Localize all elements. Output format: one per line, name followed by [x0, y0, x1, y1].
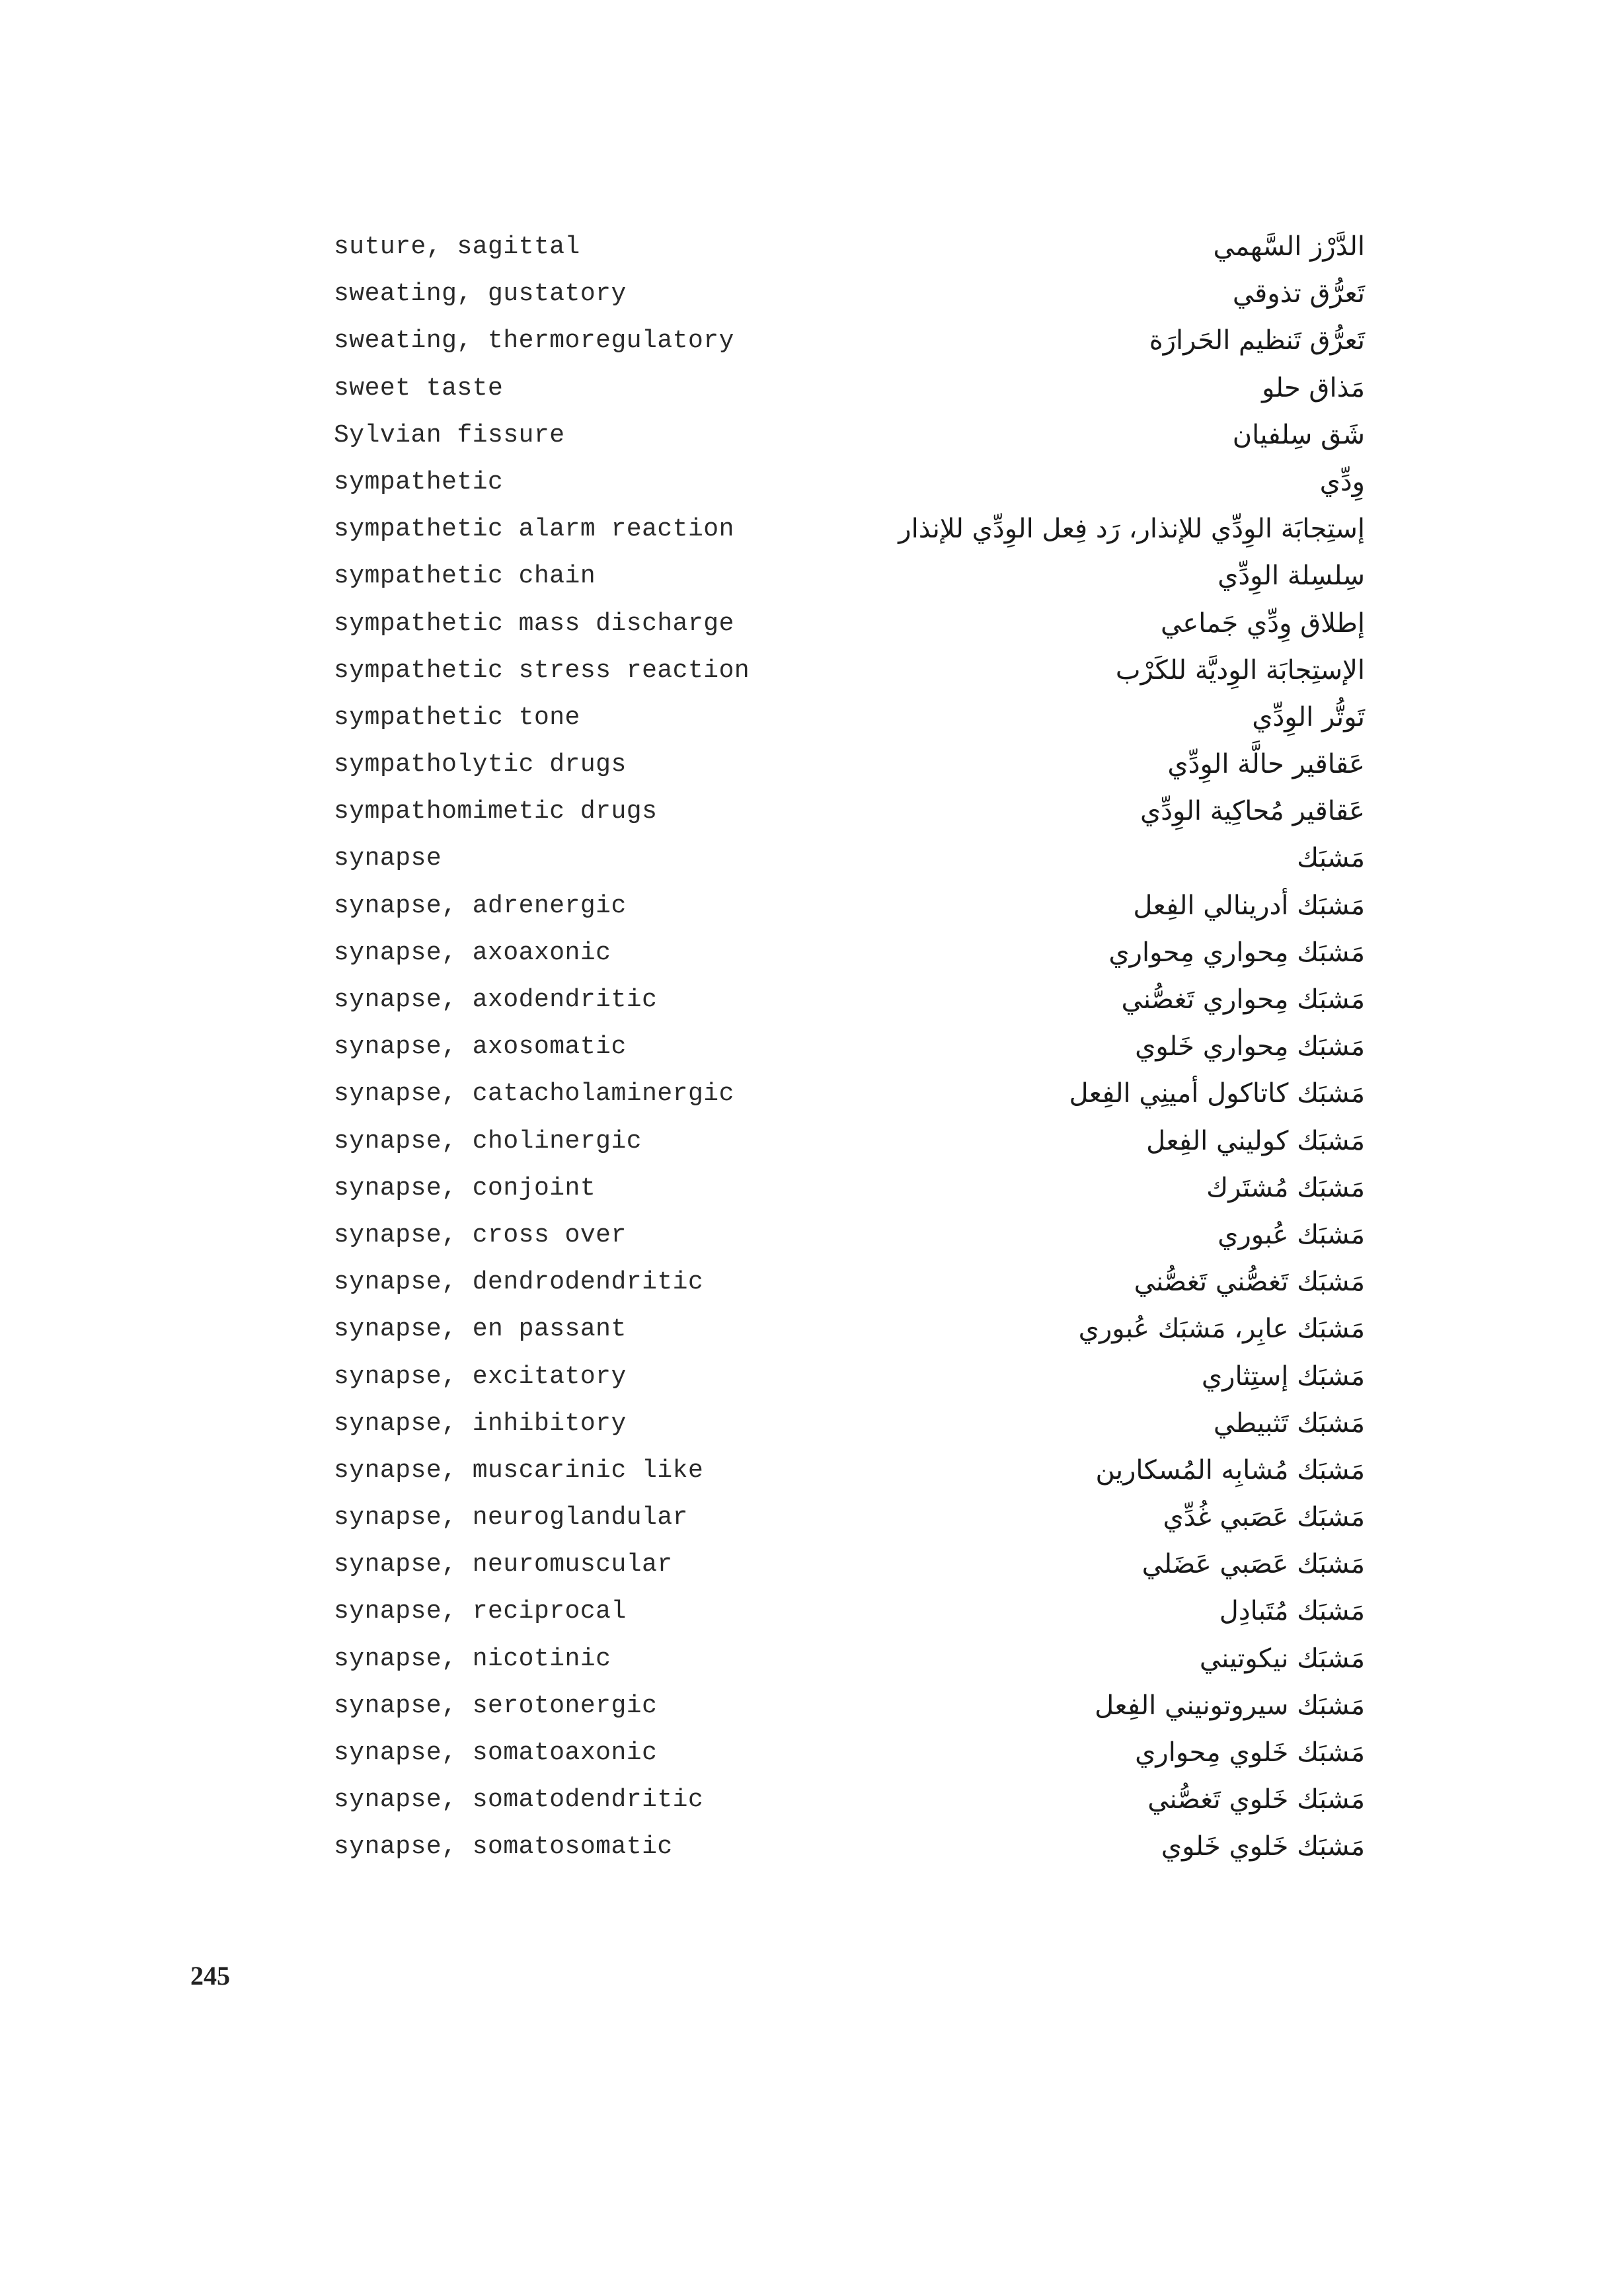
glossary-entry: [334, 1400, 1365, 1447]
glossary-entry: [334, 1541, 1365, 1588]
english-term: sympathetic: [334, 467, 504, 496]
arabic-term: مَشبَك مُتَبادِل: [1219, 1596, 1365, 1627]
glossary-entry: [334, 412, 1365, 459]
english-term: synapse, dendrodendritic: [334, 1268, 704, 1297]
arabic-term: مَشبَك كوليني الفِعل: [1146, 1125, 1365, 1156]
arabic-term: مَشبَك كاتاكول أمينِي الفِعل: [1069, 1078, 1365, 1109]
arabic-term: مَشبَك عابِر، مَشبَك عُبوري: [1078, 1314, 1365, 1345]
arabic-term: مَشبَك خَلوي خَلوي: [1161, 1831, 1365, 1862]
english-term: synapse, muscarinic like: [334, 1456, 704, 1485]
glossary-entry: [334, 741, 1365, 788]
glossary-entry: [334, 1259, 1365, 1306]
arabic-term: تَعرُّق تَنظيم الحَرارَة: [1149, 325, 1365, 356]
glossary-entry: [334, 1070, 1365, 1117]
glossary-entry: [334, 553, 1365, 600]
english-term: sympathomimetic drugs: [334, 797, 658, 826]
arabic-term: مَشبَك مُشابِه المُسكارين: [1095, 1454, 1365, 1485]
glossary-entry: [334, 1165, 1365, 1212]
english-term: synapse, catacholaminergic: [334, 1080, 734, 1109]
glossary-entry: [334, 930, 1365, 976]
english-term: synapse, adrenergic: [334, 891, 627, 920]
glossary-entry: [334, 459, 1365, 506]
arabic-term: مَشبَك عَصَبي عَضَلي: [1141, 1549, 1365, 1580]
arabic-term: مَشبَك مِحواري مِحواري: [1108, 937, 1365, 968]
english-term: synapse, conjoint: [334, 1173, 596, 1203]
glossary-entry: [334, 317, 1365, 364]
glossary-entry: [334, 600, 1365, 647]
glossary-entry: [334, 1494, 1365, 1541]
english-term: Sylvian fissure: [334, 420, 565, 450]
arabic-term: مَشبَك عُبوري: [1218, 1219, 1365, 1250]
glossary-entry: [334, 835, 1365, 882]
english-term: sympathetic mass discharge: [334, 609, 734, 638]
english-term: synapse, somatosomatic: [334, 1833, 673, 1862]
arabic-term: تَوتُّر الوِدِّي: [1252, 701, 1365, 732]
arabic-term: مَشبَك مِحواري تَغصُّني: [1121, 984, 1365, 1015]
arabic-term: مَذاق حلو: [1262, 372, 1365, 403]
glossary-entry: [334, 1353, 1365, 1400]
arabic-term: مَشبَك سيروتونيني الفِعل: [1095, 1690, 1365, 1721]
english-term: synapse, serotonergic: [334, 1691, 658, 1720]
glossary-entry: [334, 788, 1365, 835]
arabic-term: مَشبَك مِحواري خَلوي: [1135, 1031, 1365, 1062]
glossary-entry: [334, 694, 1365, 741]
glossary-entry: [334, 1118, 1365, 1165]
glossary-entry: [334, 976, 1365, 1023]
glossary-entry: [334, 647, 1365, 694]
arabic-term: شَق سِلفيان: [1232, 419, 1365, 450]
glossary-entry: [334, 1306, 1365, 1353]
arabic-term: مَشبَك خَلوي تَغصُّني: [1147, 1784, 1365, 1815]
arabic-term: الإستِجابَة الوِديَّة للكَرْب: [1115, 654, 1365, 686]
arabic-term: مَشبَك تَثبيطي: [1213, 1407, 1365, 1439]
english-term: synapse, somatoaxonic: [334, 1739, 658, 1767]
english-term: synapse, cholinergic: [334, 1127, 642, 1156]
glossary-entry: [334, 506, 1365, 553]
glossary-entry: [334, 1682, 1365, 1729]
glossary-entry: [334, 1823, 1365, 1870]
page-number: 245: [190, 1961, 230, 1991]
english-term: synapse: [334, 844, 442, 873]
arabic-term: إستِجابَة الوِدِّي للإنذار، رَد فِعل الوِدِّي للإنذار: [898, 514, 1365, 545]
glossary-entry: [334, 1447, 1365, 1494]
arabic-term: مَشبَك نيكوتيني: [1199, 1643, 1365, 1674]
english-term: sympathetic alarm reaction: [334, 515, 734, 544]
arabic-term: مَشبَك مُشتَرك: [1206, 1172, 1365, 1203]
arabic-term: سِلسِلة الوِدِّي: [1218, 561, 1365, 592]
glossary-entry: [334, 1729, 1365, 1776]
glossary-entries: [334, 223, 1365, 1871]
glossary-entry: [334, 1776, 1365, 1823]
arabic-term: تَعرُّق تذوقي: [1232, 278, 1365, 309]
english-term: synapse, somatodendritic: [334, 1786, 704, 1815]
glossary-entry: [334, 1636, 1365, 1682]
english-term: sympathetic chain: [334, 562, 596, 591]
arabic-term: عَقاقير حالَّة الوِدِّي: [1167, 749, 1365, 780]
arabic-term: إطلاق وِدِّي جَماعي: [1161, 608, 1365, 639]
glossary-entry: [334, 1588, 1365, 1635]
arabic-term: مَشبَك: [1297, 843, 1365, 874]
english-term: synapse, neuroglandular: [334, 1503, 688, 1532]
english-term: synapse, excitatory: [334, 1362, 627, 1391]
english-term: sweating, gustatory: [334, 280, 627, 309]
glossary-entry: [334, 1212, 1365, 1259]
arabic-term: الدَّرْز السَّهمي: [1213, 231, 1365, 262]
arabic-term: مَشبَك عَصَبي غُدِّي: [1163, 1502, 1365, 1533]
english-term: synapse, axoaxonic: [334, 938, 611, 967]
english-term: synapse, en passant: [334, 1315, 627, 1344]
glossary-entry: [334, 1023, 1365, 1070]
english-term: synapse, axodendritic: [334, 986, 658, 1014]
english-term: sweet taste: [334, 374, 504, 403]
english-term: synapse, axosomatic: [334, 1033, 627, 1062]
glossary-entry: [334, 223, 1365, 270]
english-term: synapse, neuromuscular: [334, 1550, 673, 1579]
english-term: synapse, nicotinic: [334, 1644, 611, 1673]
english-term: sympathetic stress reaction: [334, 656, 750, 685]
english-term: sweating, thermoregulatory: [334, 327, 734, 356]
arabic-term: عَقاقير مُحاكِية الوِدِّي: [1140, 796, 1365, 827]
arabic-term: مَشبَك أدرينالي الفِعل: [1133, 890, 1365, 921]
glossary-entry: [334, 883, 1365, 930]
english-term: synapse, cross over: [334, 1220, 627, 1249]
arabic-term: مَشبَك تَغصُّني تَغصُّني: [1134, 1267, 1365, 1298]
english-term: synapse, reciprocal: [334, 1597, 627, 1626]
english-term: sympathetic tone: [334, 703, 580, 732]
glossary-entry: [334, 270, 1365, 317]
english-term: sympatholytic drugs: [334, 750, 627, 779]
arabic-term: وِدِّي: [1319, 466, 1365, 497]
arabic-term: مَشبَك إستِثاري: [1201, 1361, 1365, 1392]
arabic-term: مَشبَك خَلوي مِحواري: [1135, 1737, 1365, 1768]
glossary-entry: [334, 365, 1365, 412]
english-term: synapse, inhibitory: [334, 1409, 627, 1438]
english-term: suture, sagittal: [334, 233, 580, 261]
